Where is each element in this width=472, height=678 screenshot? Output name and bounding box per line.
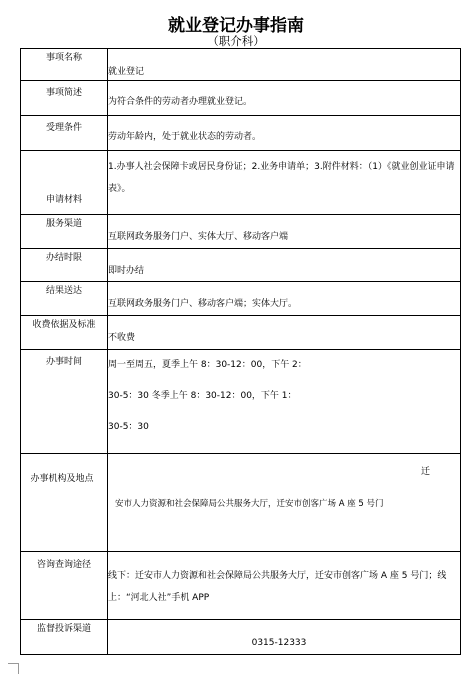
page-title: 就业登记办事指南 xyxy=(168,16,304,36)
guide-table xyxy=(20,48,461,655)
page-subtitle: （职介科） xyxy=(207,34,265,48)
table-row xyxy=(21,116,461,151)
row-label: 办事机构及地点 xyxy=(21,454,108,552)
row-label: 受理条件 xyxy=(21,116,108,151)
row-label: 咨询查询途径 xyxy=(21,552,108,620)
table-row xyxy=(21,282,461,316)
row-value xyxy=(108,350,461,454)
table-row xyxy=(21,350,461,454)
table-row xyxy=(21,454,461,552)
table-row xyxy=(21,49,461,81)
row-label: 事项简述 xyxy=(21,81,108,116)
table-row xyxy=(21,620,461,655)
schedule-line: 30-5：30 冬季上午 8：30-12：00，下午 1： xyxy=(108,391,297,401)
row-label: 申请材料 xyxy=(21,151,108,215)
row-value: 劳动年龄内，处于就业状态的劳动者。 xyxy=(108,116,461,151)
row-label: 服务渠道 xyxy=(21,215,108,249)
page-corner-mark xyxy=(8,663,19,674)
row-value: 不收费 xyxy=(108,316,461,350)
row-label: 事项名称 xyxy=(21,49,108,81)
row-value: 1.办事人社会保障卡或居民身份证；2.业务申请单；3.附件材料：（1）《就业创业证申请表》。 xyxy=(108,151,461,215)
row-label: 办事时间 xyxy=(21,350,108,454)
table-row xyxy=(21,552,461,620)
row-value: 0315-12333 xyxy=(108,620,461,655)
schedule-line: 周一至周五，夏季上午 8：30-12：00，下午 2： xyxy=(108,360,307,370)
row-label: 收费依据及标准 xyxy=(21,316,108,350)
row-value: 就业登记 xyxy=(108,49,461,81)
row-value: 互联网政务服务门户、移动客户端；实体大厅。 xyxy=(108,282,461,316)
row-label: 办结时限 xyxy=(21,249,108,282)
row-value: 迁 安市人力资源和社会保障局公共服务大厅，迁安市创客广场 A 座 5 号门 xyxy=(108,454,461,552)
table-row xyxy=(21,151,461,215)
schedule-line: 30-5：30 xyxy=(108,422,149,432)
table-row xyxy=(21,316,461,350)
row-label: 结果送达 xyxy=(21,282,108,316)
row-value: 互联网政务服务门户、实体大厅、移动客户端 xyxy=(108,215,461,249)
row-value: 为符合条件的劳动者办理就业登记。 xyxy=(108,81,461,116)
table-row xyxy=(21,249,461,282)
row-value: 线下：迁安市人力资源和社会保障局公共服务大厅，迁安市创客广场 A 座 5 号门；线上：“河北人社”手机 APP xyxy=(108,552,461,620)
row-label: 监督投诉渠道 xyxy=(21,620,108,655)
table-row xyxy=(21,81,461,116)
table-row xyxy=(21,215,461,249)
row-value: 即时办结 xyxy=(108,249,461,282)
